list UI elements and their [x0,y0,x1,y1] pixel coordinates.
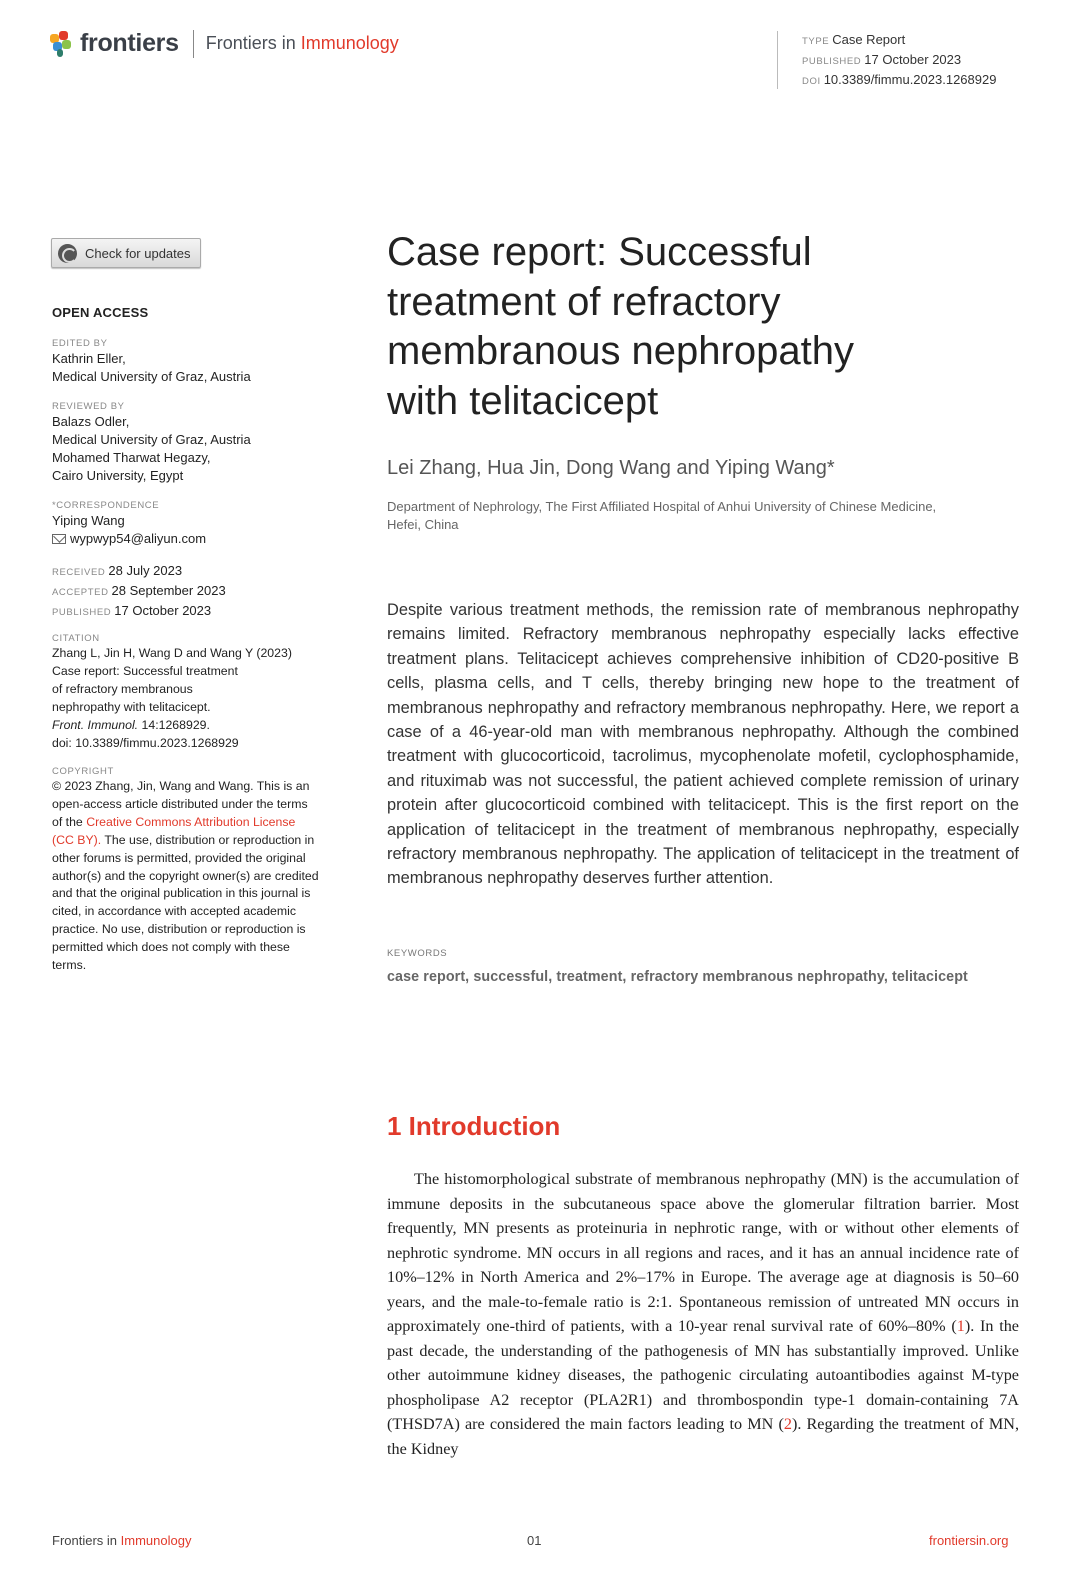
footer-journal-prefix: Frontiers in [52,1533,118,1548]
copyright-block [52,765,320,975]
affiliation-line-1: Department of Nephrology, The First Affiliated Hospital of Anhui University of Chinese Medicine, [387,499,937,514]
edited-by-label: EDITED BY [52,338,108,349]
citation-line-1: Zhang L, Jin H, Wang D and Wang Y (2023) [52,646,292,660]
envelope-icon [52,534,66,544]
check-for-updates-label: Check for updates [85,245,191,261]
editor-name: Kathrin Eller, [52,351,126,366]
citation-journal-line [52,717,327,735]
copyright-label: COPYRIGHT [52,766,114,777]
journal-name: Immunology [300,33,399,53]
date-accepted-key: ACCEPTED [52,587,109,598]
correspondence-name: Yiping Wang [52,513,125,528]
dates-block [52,562,327,622]
title-line-3: membranous nephropathy [387,329,854,373]
correspondence-block [52,499,327,548]
article-title [387,228,1019,426]
meta-doi [802,71,996,91]
reviewed-by-label: REVIEWED BY [52,401,125,412]
article-meta [777,31,996,89]
intro-text-b: ). In the past decade, the understanding of the pathogenesis of MN has substantially improved. Unlike other autoimmune kidney diseases, the pathogenic circulating autoantibodies against M-type phospholipase A2 receptor (PLA2R1) and thrombospondin type-1 domain-containing 7A (THSD7A) are considered the main factors leading to MN ( [387,1317,1019,1433]
affiliation [387,498,1019,534]
date-published-key: PUBLISHED [52,607,112,618]
intro-text-c: ). Regarding the treatment of MN, the Kidney [387,1415,1019,1458]
correspondence-label: *CORRESPONDENCE [52,500,160,511]
title-line-4: with telitacicept [387,378,659,423]
journal-title [206,33,399,54]
citation-line-4: nephropathy with telitacicept. [52,699,211,714]
citation-journal: Front. Immunol. [52,717,139,732]
keywords-label: KEYWORDS [387,948,448,959]
title-line-2: treatment of refractory [387,279,781,324]
date-published [52,602,327,622]
keywords-list[interactable]: case report, successful, treatment, refractory membranous nephropathy, telitacicept [387,969,968,985]
author-list[interactable]: Lei Zhang, Hua Jin, Dong Wang and Yiping Wang* [387,457,835,479]
correspondence-email-text[interactable]: wypwyp54@aliyun.com [70,531,207,546]
reviewer-1-affiliation: Medical University of Graz, Austria [52,432,251,447]
reference-link-1[interactable]: 1 [956,1317,965,1335]
citation-line-3: of refractory membranous [52,681,193,696]
citation-block [52,632,327,752]
citation-doi[interactable]: doi: 10.3389/fimmu.2023.1268929 [52,735,239,750]
meta-type [802,31,996,51]
abstract: Despite various treatment methods, the remission rate of membranous nephropathy remains limited. Refractory membranous nephropathy especially lacks effective treatment plans. Telitacicept achieves comprehensive inhibition of CD20-positive B cells, plasma cells, and T cells, thereby bringing new hope to the treatment of membranous nephropathy and refractory membranous nephropathy. Here, we report a case of a 46-year-old man with membranous nephropathy. Although the combined treatment with glucocorticoid, tacrolimus, mycophenolate mofetil, cyclophosphamide, and rituximab was not successful, the patient achieved complete remission of urinary protein after glucocorticoid combined with telitacicept. This is the first report on the application of telitacicept in the treatment of membranous nephropathy, especially refractory membranous nephropathy. The application of telitacicept in the treatment of membranous nephropathy deserves further attention. [387,601,1019,888]
copyright-text-b: The use, distribution or reproduction in other forums is permitted, provided the original author(s) and the copyright owner(s) are credited and that the original publication in this journal is cited, in accordance with accepted academic practice. No use, distribution or reproduction is permitted which does not comply with these terms. [52,832,319,973]
meta-doi-link[interactable]: 10.3389/fimmu.2023.1268929 [823,72,997,87]
affiliation-line-2: Hefei, China [387,517,459,532]
date-received-key: RECEIVED [52,567,106,578]
meta-doi-key: DOI [802,76,821,87]
title-line-1: Case report: Successful [387,230,812,274]
citation-volume: 14:1268929. [138,717,210,732]
correspondence-email[interactable] [52,530,327,548]
citation-line-2: Case report: Successful treatment [52,663,238,678]
meta-type-value: Case Report [832,32,906,47]
brand-name: frontiers [80,29,179,57]
refresh-icon [58,244,77,263]
section-heading-introduction: 1 Introduction [387,1111,561,1141]
reviewer-2-name: Mohamed Tharwat Hegazy, [52,450,211,465]
copyright-text [52,778,320,975]
reference-link-2[interactable]: 2 [783,1415,792,1433]
reviewer-2-affiliation: Cairo University, Egypt [52,468,184,483]
meta-type-key: TYPE [802,36,830,47]
meta-published [802,51,996,71]
footer-site-link[interactable]: frontiersin.org [929,1533,1009,1548]
footer-journal [52,1533,191,1548]
intro-text-a: The histomorphological substrate of membranous nephropathy (MN) is the accumulation of immune deposits in the subcutaneous space above the glomerular filtration barrier. Most frequently, MN presents as proteinuria in nephrotic range, with or without other elements of nephrotic syndrome. MN occurs in all regions and races, and it has an annual incidence rate of 10%–12% in North America and 2%–17% in Europe. The average age at diagnosis is 50–60 years, and the male-to-female ratio is 2:1. Spontaneous remission of untreated MN occurs in approximately one-third of patients, with a 10-year renal survival rate of 60%–80% ( [387,1170,1019,1335]
cc-by-license-link[interactable]: Creative Commons Attribution License (CC BY). [52,814,296,847]
frontiers-logo[interactable] [50,29,399,58]
date-received [52,562,327,582]
page-number: 01 [527,1533,542,1548]
footer-journal-name: Immunology [120,1533,192,1548]
logo-divider [193,30,194,58]
edited-by-block [52,337,327,386]
editor-affiliation: Medical University of Graz, Austria [52,369,251,384]
date-published-value: 17 October 2023 [114,603,212,618]
reviewed-by-block [52,400,327,485]
check-for-updates-button[interactable] [51,238,201,268]
citation-label: CITATION [52,633,100,644]
date-received-value: 28 July 2023 [108,563,183,578]
open-access-label: OPEN ACCESS [52,305,149,320]
journal-prefix: Frontiers in [205,33,296,53]
introduction-paragraph [387,1167,1019,1461]
copyright-text-a: © 2023 Zhang, Jin, Wang and Wang. This is an open-access article distributed under the terms of the [52,779,310,829]
date-accepted-value: 28 September 2023 [111,583,226,598]
date-accepted [52,582,327,602]
reviewer-1-name: Balazs Odler, [52,414,130,429]
frontiers-logo-icon [50,31,74,57]
meta-published-key: PUBLISHED [802,56,862,67]
meta-published-value: 17 October 2023 [864,52,962,67]
